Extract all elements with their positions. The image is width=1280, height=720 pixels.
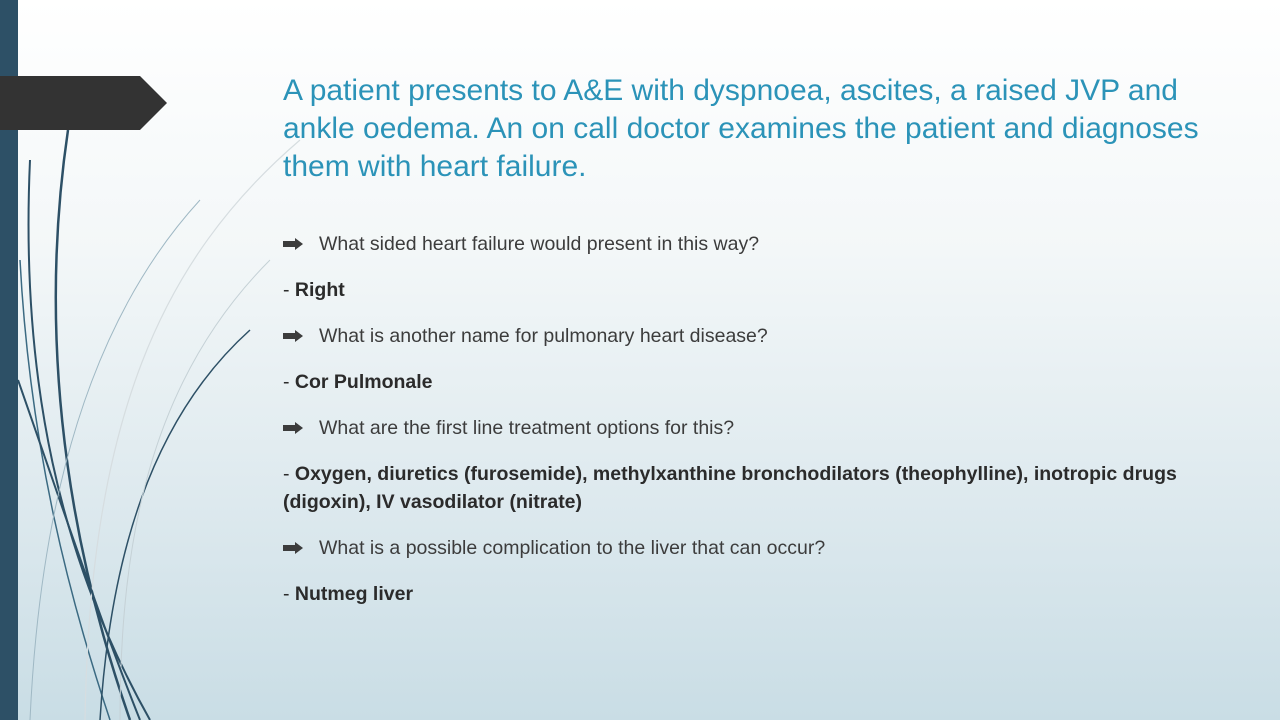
answer-text: Cor Pulmonale: [294, 371, 433, 393]
right-arrow-bullet-icon: [283, 422, 303, 434]
question-text: What sided heart failure would present in this way?: [319, 233, 760, 255]
answer-prefix: -: [283, 371, 295, 393]
answer-prefix: -: [283, 463, 295, 485]
question-item: [283, 534, 1243, 562]
question-item: [283, 230, 1243, 258]
title-arrow-tab: [0, 76, 167, 130]
answer-prefix: -: [283, 583, 295, 605]
answer-item: [283, 460, 1243, 516]
question-item: [283, 322, 1243, 350]
right-arrow-bullet-icon: [283, 542, 303, 554]
question-text: What are the first line treatment options for this?: [319, 417, 735, 439]
qa-list: [283, 230, 1243, 626]
question-text: What is a possible complication to the liver that can occur?: [319, 537, 826, 559]
slide-title: A patient presents to A&E with dyspnoea, ascites, a raised JVP and ankle oedema. An on call doctor examines the patient and diagnoses them with heart failure.: [283, 74, 1199, 183]
answer-item: [283, 276, 1243, 304]
question-text: What is another name for pulmonary heart disease?: [319, 325, 768, 347]
answer-item: [283, 580, 1243, 608]
answer-prefix: -: [283, 279, 295, 301]
right-arrow-bullet-icon: [283, 330, 303, 342]
answer-item: [283, 368, 1243, 396]
answer-text: Oxygen, diuretics (furosemide), methylxanthine bronchodilators (theophylline), inotropic drugs (digoxin), IV vasodilator (nitrate): [283, 463, 1177, 513]
question-item: [283, 414, 1243, 442]
answer-text: Nutmeg liver: [294, 583, 414, 605]
answer-text: Right: [294, 279, 345, 301]
right-arrow-bullet-icon: [283, 238, 303, 250]
